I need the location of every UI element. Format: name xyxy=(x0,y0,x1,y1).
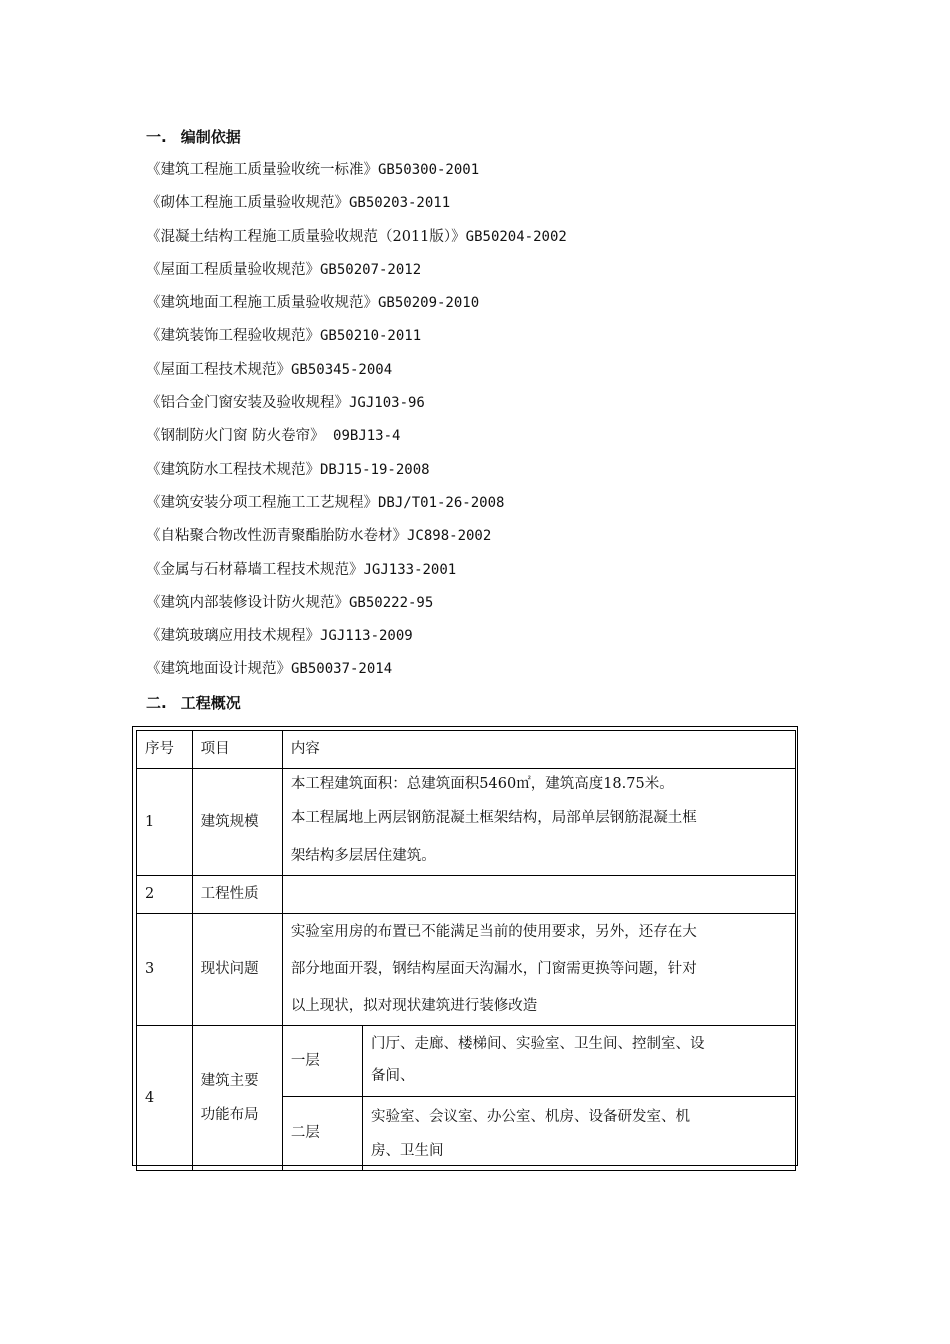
reference-code: GB50037-2014 xyxy=(291,661,393,678)
reference-name: 《建筑地面工程施工质量验收规范》 xyxy=(146,295,378,312)
header-cell-content: 内容 xyxy=(282,731,795,769)
reference-name: 《建筑玻璃应用技术规程》 xyxy=(146,628,320,645)
reference-item xyxy=(146,189,567,222)
reference-item xyxy=(146,422,567,455)
reference-name: 《建筑防水工程技术规范》 xyxy=(146,461,320,478)
reference-item xyxy=(146,622,567,655)
reference-code: GB50209-2010 xyxy=(378,295,480,312)
reference-name: 《钢制防火门窗 防火卷帘》 xyxy=(146,428,325,445)
cell-no: 3 xyxy=(137,914,193,1026)
reference-name: 《屋面工程质量验收规范》 xyxy=(146,261,320,278)
section-number: 一. xyxy=(146,128,167,146)
reference-item xyxy=(146,223,567,256)
cell-no: 2 xyxy=(137,876,193,914)
reference-code: JGJ113-2009 xyxy=(320,628,413,645)
reference-code: 09BJ13-4 xyxy=(324,428,401,445)
reference-code: GB50207-2012 xyxy=(320,261,422,278)
reference-code: GB50345-2004 xyxy=(291,361,393,378)
reference-item xyxy=(146,456,567,489)
table-row xyxy=(137,876,796,914)
cell-floor-1: 一层 xyxy=(282,1026,362,1097)
reference-name: 《金属与石材幕墙工程技术规范》 xyxy=(146,561,364,578)
cell-no: 4 xyxy=(137,1026,193,1171)
content-line: 备间、 xyxy=(370,1068,415,1084)
reference-item xyxy=(146,655,567,688)
content-line: 本工程属地上两层钢筋混凝土框架结构，局部单层钢筋混凝土框 xyxy=(290,810,697,826)
section-heading-basis xyxy=(146,127,241,147)
cell-item: 建筑规模 xyxy=(192,769,282,876)
cell-no: 1 xyxy=(137,769,193,876)
cell-content xyxy=(282,914,795,1026)
cell-floor-2-content xyxy=(362,1097,795,1171)
content-line: 房、卫生间 xyxy=(370,1142,444,1159)
reference-code: DBJ15-19-2008 xyxy=(320,461,430,478)
reference-name: 《建筑工程施工质量验收统一标准》 xyxy=(146,162,378,178)
header-cell-no: 序号 xyxy=(137,731,193,769)
section-title: 编制依据 xyxy=(180,128,241,146)
table-row xyxy=(137,1026,796,1097)
reference-code: JGJ103-96 xyxy=(349,395,425,412)
content-line: 架结构多层居住建筑。 xyxy=(290,848,436,864)
reference-name: 《建筑安装分项工程施工工艺规程》 xyxy=(146,494,378,511)
reference-item xyxy=(146,256,567,289)
section-title: 工程概况 xyxy=(180,694,241,712)
reference-list xyxy=(146,156,567,689)
table-header-row xyxy=(137,731,796,769)
cell-item: 工程性质 xyxy=(192,876,282,914)
table-row xyxy=(137,914,796,1026)
overview-table xyxy=(136,730,796,1171)
reference-code: GB50203-2011 xyxy=(349,195,451,212)
header-cell-item: 项目 xyxy=(192,731,282,769)
content-line: 以上现状，拟对现状建筑进行装修改造 xyxy=(290,998,538,1014)
content-line: 本工程建筑面积：总建筑面积5460㎡，建筑高度18.75米。 xyxy=(290,776,674,792)
reference-code: JGJ133-2001 xyxy=(363,561,457,578)
reference-code: GB50300-2001 xyxy=(378,162,480,178)
content-line: 实验室、会议室、办公室、机房、设备研发室、机 xyxy=(370,1108,690,1125)
cell-floor-1-content xyxy=(362,1026,795,1097)
reference-name: 《建筑装饰工程验收规范》 xyxy=(146,328,320,345)
content-line: 部分地面开裂，钢结构屋面天沟漏水，门窗需更换等问题，针对 xyxy=(290,961,697,977)
reference-name: 《铝合金门窗安装及验收规程》 xyxy=(146,395,349,412)
content-line: 实验室用房的布置已不能满足当前的使用要求，另外，还存在大 xyxy=(290,924,697,940)
reference-name: 《屋面工程技术规范》 xyxy=(146,361,291,378)
reference-name: 《建筑内部装修设计防火规范》 xyxy=(146,594,349,611)
cell-content xyxy=(282,876,795,914)
reference-item xyxy=(146,322,567,355)
content-line: 门厅、走廊、楼梯间、实验室、卫生间、控制室、设 xyxy=(370,1036,705,1052)
table-row xyxy=(137,769,796,876)
reference-item xyxy=(146,589,567,622)
cell-floor-2: 二层 xyxy=(282,1097,362,1171)
reference-item xyxy=(146,289,567,322)
reference-code: GB50210-2011 xyxy=(320,328,422,345)
reference-item xyxy=(146,556,567,589)
reference-code: GB50222-95 xyxy=(349,594,434,611)
cell-item xyxy=(192,1026,282,1171)
reference-name: 《自粘聚合物改性沥青聚酯胎防水卷材》 xyxy=(146,528,407,545)
reference-code: DBJ/T01-26-2008 xyxy=(378,494,505,511)
cell-item: 现状问题 xyxy=(192,914,282,1026)
reference-name: 《建筑地面设计规范》 xyxy=(146,661,291,678)
reference-item xyxy=(146,489,567,522)
reference-code: GB50204-2002 xyxy=(465,228,567,245)
section-heading-overview xyxy=(146,693,241,713)
item-line: 建筑主要 xyxy=(200,1073,259,1089)
reference-item xyxy=(146,156,567,189)
reference-name: 《砌体工程施工质量验收规范》 xyxy=(146,195,349,212)
cell-content xyxy=(282,769,795,876)
reference-item xyxy=(146,356,567,389)
reference-item xyxy=(146,389,567,422)
reference-name: 《混凝土结构工程施工质量验收规范（2011版）》 xyxy=(146,228,466,245)
item-line: 功能布局 xyxy=(200,1107,259,1123)
section-number: 二. xyxy=(146,694,167,712)
reference-item xyxy=(146,522,567,555)
reference-code: JC898-2002 xyxy=(407,528,492,545)
